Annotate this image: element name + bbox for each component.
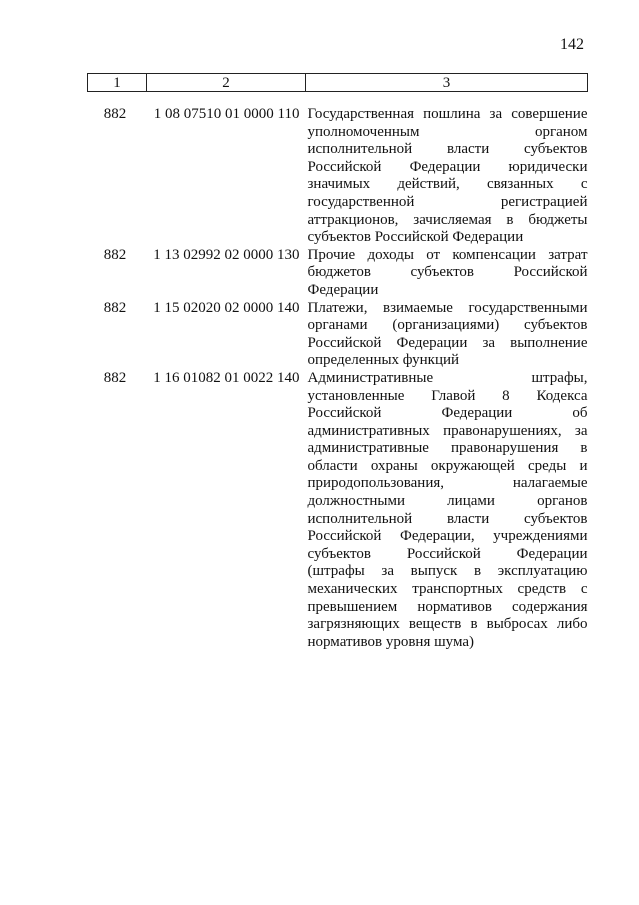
revenue-name-line: превышением нормативов содержания — [307, 598, 588, 615]
revenue-name-line: административные правонарушения в — [307, 440, 588, 457]
revenue-name-line: Платежи, взимаемые государственными — [307, 299, 588, 316]
budget-classification-code: 1 08 07510 01 0000 110 — [153, 106, 300, 122]
table-row — [88, 106, 588, 247]
header-col-1: 1 — [88, 74, 147, 92]
budget-classification-code: 1 15 02020 02 0000 140 — [153, 299, 300, 316]
revenue-name-line: органами (организациями) субъектов — [307, 317, 588, 334]
revenue-name-line: значимых действий, связанных с — [307, 176, 588, 193]
revenue-name — [306, 106, 588, 247]
admin-code: 882 — [103, 369, 127, 386]
revenue-name-line: нормативов уровня шума) — [307, 633, 475, 650]
revenue-name-line: Российской Федерации за выполнение — [307, 334, 588, 351]
revenue-name-line: Российской Федерации об — [307, 405, 588, 422]
admin-code: 882 — [103, 299, 127, 316]
revenue-name-line: субъектов Российской Федерации — [307, 545, 588, 562]
revenue-name — [306, 370, 588, 652]
revenue-name-line: административных правонарушениях, за — [307, 422, 588, 439]
revenue-name-line: Федерации — [307, 281, 379, 298]
revenue-name-line: государственной регистрацией — [307, 193, 588, 210]
revenue-name-line: области охраны окружающей среды и — [307, 457, 588, 474]
revenue-name-line: исполнительной власти субъектов — [307, 141, 588, 158]
admin-code: 882 — [103, 106, 127, 122]
revenue-name-line: исполнительной власти субъектов — [307, 510, 588, 527]
revenue-name-line: определенных функций — [307, 352, 460, 369]
revenue-name-line: аттракционов, зачисляемая в бюджеты — [307, 211, 588, 228]
table-row — [88, 300, 588, 370]
revenue-name-line: Государственная пошлина за совершение — [307, 106, 588, 122]
revenue-name — [306, 300, 588, 370]
header-spacer — [88, 92, 588, 107]
table-row — [88, 247, 588, 300]
revenue-name-line: уполномоченным органом — [307, 123, 588, 140]
table-row — [88, 370, 588, 652]
budget-classification-code: 1 16 01082 01 0022 140 — [153, 369, 300, 386]
revenue-name-line: должностными лицами органов — [307, 493, 588, 510]
revenue-name — [306, 247, 588, 300]
revenue-name-line: субъектов Российской Федерации — [307, 229, 524, 246]
revenue-name-line: механических транспортных средств с — [307, 581, 588, 598]
table-header-row — [88, 74, 588, 92]
revenue-name-line: Российской Федерации юридически — [307, 158, 588, 175]
revenue-codes-table — [87, 73, 588, 651]
budget-classification-code: 1 13 02992 02 0000 130 — [153, 246, 300, 263]
revenue-name-line: бюджетов субъектов Российской — [307, 264, 588, 281]
revenue-name-line: Российской Федерации, учреждениями — [307, 528, 588, 545]
header-col-3: 3 — [306, 74, 588, 92]
revenue-name-line: Прочие доходы от компенсации затрат — [307, 246, 588, 263]
revenue-name-line: природопользования, налагаемые — [307, 475, 588, 492]
page-number: 142 — [560, 36, 584, 53]
revenue-name-line: (штрафы за выпуск в эксплуатацию — [307, 563, 588, 580]
header-col-2: 2 — [147, 74, 306, 92]
revenue-name-line: Административные штрафы, — [307, 369, 588, 386]
admin-code: 882 — [103, 246, 127, 263]
revenue-name-line: установленные Главой 8 Кодекса — [307, 387, 588, 404]
revenue-name-line: загрязняющих веществ в выбросах либо — [307, 616, 588, 633]
